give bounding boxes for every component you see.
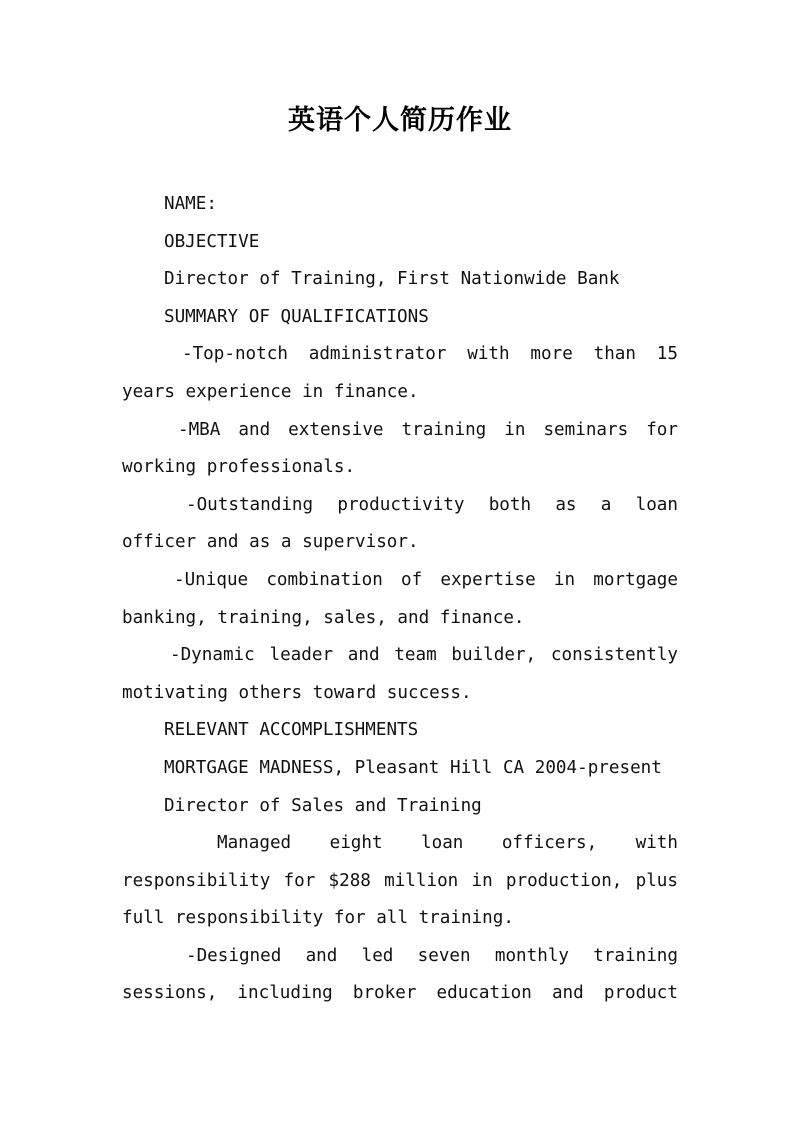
qualification-line: years experience in finance. [122,381,419,402]
accomplishment-item [122,825,678,938]
qualification-line: -MBA and extensive training in seminars for [178,419,678,440]
qualification-line: banking, training, sales, and finance. [122,607,525,628]
resume-body [122,186,678,1013]
qualification-line: -Unique combination of expertise in mortgage [174,569,678,590]
position-line: Director of Sales and Training [164,795,482,816]
accomplishment-line: full responsibility for all training. [122,908,514,929]
qualification-item [122,487,678,562]
qualification-line: -Dynamic leader and team builder, consistently [170,645,678,666]
qualification-item [122,637,678,712]
objective-heading: OBJECTIVE [164,231,260,252]
accomplishment-item [122,938,678,1013]
summary-heading: SUMMARY OF QUALIFICATIONS [164,306,429,327]
name-line: NAME: [164,194,217,214]
qualification-line: -Outstanding productivity both as a loan [186,494,678,515]
employer-line: MORTGAGE MADNESS, Pleasant Hill CA 2004-present [164,757,662,778]
qualification-item [122,412,678,487]
qualification-line: motivating others toward success. [122,682,472,703]
qualification-item [122,336,678,411]
accomplishments-heading: RELEVANT ACCOMPLISHMENTS [164,720,419,741]
qualification-line: -Top-notch administrator with more than 15 [182,344,678,365]
document-title: 英语个人简历作业 [288,105,512,136]
objective-text: Director of Training, First Nationwide Bank [164,269,620,290]
qualification-line: officer and as a supervisor. [122,532,419,553]
qualification-item [122,562,678,637]
accomplishment-line: Managed eight loan officers, with [217,833,678,854]
accomplishment-line: -Designed and led seven monthly training [186,945,678,966]
accomplishment-line: responsibility for $288 million in production, plus [122,870,678,891]
accomplishment-line: sessions, including broker education and product [122,983,678,1004]
qualification-line: working professionals. [122,457,356,478]
